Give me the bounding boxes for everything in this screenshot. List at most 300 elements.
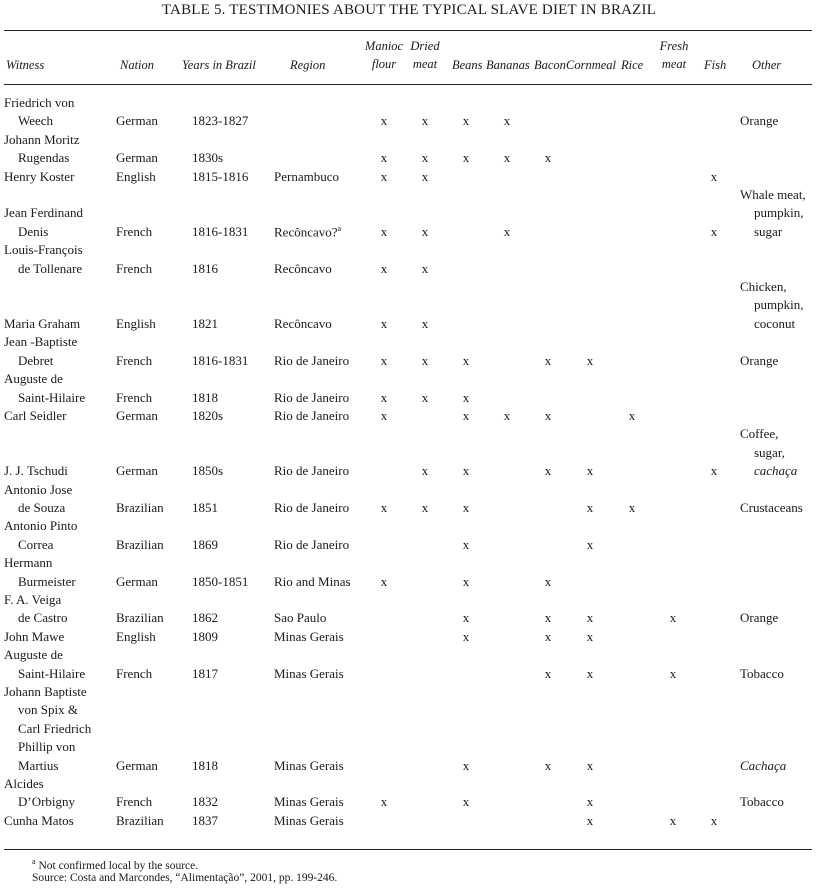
cell-region — [268, 94, 364, 131]
witness-name-line: de Souza — [18, 499, 66, 515]
cell-mark-b — [446, 168, 486, 186]
other-item-line: Chicken, — [740, 279, 787, 295]
table-row — [4, 241, 812, 278]
cell-mark-m: x — [380, 499, 388, 515]
cell-region — [268, 646, 364, 683]
cell-mark-m: x — [380, 794, 388, 810]
cell-mark-b: x — [462, 150, 470, 166]
cell-mark-ri: x — [628, 499, 636, 515]
cell-mark-d — [404, 646, 446, 683]
cell-nation: German — [116, 463, 158, 479]
cell-mark-ri — [612, 683, 652, 775]
other-item-line: sugar, — [754, 444, 785, 460]
cell-mark-fi — [694, 131, 734, 168]
witness-name-line: F. A. Veiga — [4, 591, 62, 607]
cell-nation: German — [116, 150, 158, 166]
cell-years: 1837 — [192, 812, 218, 828]
cell-other — [734, 407, 812, 425]
cell-mark-bc — [528, 278, 568, 333]
table-row — [4, 407, 812, 425]
cell-mark-bc: x — [544, 150, 552, 166]
cell-region — [268, 186, 364, 241]
cell-mark-f — [652, 370, 694, 407]
cell-witness — [4, 554, 116, 591]
header-years: Years in Brazil — [182, 58, 256, 72]
cell-years: 1818 — [192, 389, 218, 405]
cell-mark-ri — [612, 812, 652, 830]
cell-mark-f — [652, 186, 694, 241]
cell-mark-f — [652, 517, 694, 554]
cell-years: 1820s — [192, 407, 224, 423]
cell-mark-bc — [528, 370, 568, 407]
cell-mark-m: x — [380, 260, 388, 276]
cell-witness — [4, 241, 116, 278]
witness-name-line: Jean Ferdinand — [4, 205, 84, 221]
table-row — [4, 186, 812, 241]
cell-nation: French — [116, 223, 153, 239]
cell-region — [268, 131, 364, 168]
other-item-line: Cachaça — [740, 757, 787, 773]
other-item-line: coconut — [754, 315, 796, 331]
cell-region — [268, 241, 364, 278]
cell-witness — [4, 94, 116, 131]
cell-mark-bc: x — [544, 610, 552, 626]
cell-mark-f: x — [669, 665, 677, 681]
cell-mark-ba — [486, 517, 528, 554]
cell-mark-bc — [528, 775, 568, 812]
region-text: Rio de Janeiro — [274, 463, 350, 479]
table-row — [4, 628, 812, 646]
cell-mark-bc: x — [544, 352, 552, 368]
cell-other — [734, 646, 812, 683]
cell-years: 1850-1851 — [192, 573, 249, 589]
cell-mark-b: x — [462, 407, 470, 423]
header-nation: Nation — [120, 58, 155, 72]
cell-mark-fi — [694, 628, 734, 646]
cell-mark-b: x — [462, 536, 470, 552]
cell-mark-c — [568, 168, 612, 186]
cell-mark-ba — [486, 333, 528, 370]
cell-mark-m — [364, 517, 404, 554]
witness-name-line: Phillip von — [18, 739, 76, 755]
witness-name-line: Auguste de — [4, 371, 63, 387]
cell-mark-m: x — [380, 168, 388, 184]
cell-nation: French — [116, 794, 153, 810]
cell-mark-ri — [612, 628, 652, 646]
other-item-line: Tobacco — [740, 665, 784, 681]
footnote-text: Not confirmed local by the source. — [35, 859, 199, 872]
cell-mark-ba — [486, 775, 528, 812]
other-item-line: Orange — [740, 352, 779, 368]
cell-mark-m: x — [380, 389, 388, 405]
cell-mark-fi — [694, 370, 734, 407]
witness-name-line: Friedrich von — [4, 95, 75, 110]
cell-other — [734, 186, 812, 241]
table-row — [4, 481, 812, 518]
header-manioc — [364, 39, 404, 83]
cell-mark-f — [652, 425, 694, 480]
cell-years: 1809 — [192, 628, 218, 644]
cell-mark-fi — [694, 517, 734, 554]
cell-other — [734, 333, 812, 370]
cell-mark-c: x — [586, 463, 594, 479]
cell-mark-d: x — [421, 113, 429, 129]
cell-mark-b: x — [462, 794, 470, 810]
cell-other — [734, 517, 812, 554]
cell-mark-f — [652, 554, 694, 591]
cell-witness — [4, 407, 116, 425]
witness-name-line: de Castro — [18, 610, 68, 626]
cell-mark-ba — [486, 554, 528, 591]
cell-region — [268, 517, 364, 554]
cell-nation: Brazilian — [116, 610, 164, 626]
cell-mark-m — [364, 628, 404, 646]
cell-witness — [4, 425, 116, 480]
other-item-line: pumpkin, — [754, 297, 804, 313]
top-rule — [4, 30, 812, 31]
witness-name-line: Louis-François — [4, 242, 83, 258]
table-row — [4, 517, 812, 554]
cell-other — [734, 812, 812, 830]
cell-years: 1850s — [192, 463, 224, 479]
table-row — [4, 812, 812, 830]
header-manioc-line2: flour — [371, 57, 397, 71]
cell-mark-d — [404, 554, 446, 591]
cell-mark-f — [652, 683, 694, 775]
cell-nation: English — [116, 628, 156, 644]
table-title: TABLE 5. TESTIMONIES ABOUT THE TYPICAL SLAVE DIET IN BRAZIL — [161, 2, 657, 18]
cell-mark-f — [652, 168, 694, 186]
table-row — [4, 775, 812, 812]
cell-mark-ba — [486, 628, 528, 646]
footnote-mark: a — [32, 857, 36, 866]
header-fish: Fish — [704, 58, 727, 72]
header-bananas: Bananas — [486, 58, 530, 72]
cell-mark-ri — [612, 186, 652, 241]
cell-other — [734, 94, 812, 131]
cell-mark-d — [404, 407, 446, 425]
cell-witness — [4, 186, 116, 241]
cell-witness — [4, 168, 116, 186]
cell-nation: German — [116, 757, 158, 773]
cell-mark-ba — [486, 241, 528, 278]
cell-region — [268, 812, 364, 830]
cell-mark-ri — [612, 554, 652, 591]
cell-mark-ri — [612, 370, 652, 407]
cell-mark-ba — [486, 481, 528, 518]
witness-name-line: Antonio Jose — [4, 481, 73, 497]
region-text: Rio de Janeiro — [274, 352, 350, 368]
cell-mark-c: x — [586, 499, 594, 515]
cell-mark-bc — [528, 241, 568, 278]
cell-years: 1816-1831 — [192, 223, 249, 239]
cell-witness — [4, 812, 116, 830]
witness-name-line: Maria Graham — [4, 315, 81, 331]
cell-mark-bc: x — [544, 757, 552, 773]
cell-mark-ba — [486, 278, 528, 333]
cell-mark-bc: x — [544, 573, 552, 589]
cell-mark-d — [404, 683, 446, 775]
witness-name-line: Debret — [18, 352, 54, 368]
cell-mark-fi — [694, 591, 734, 628]
other-item-line: Whale meat, — [740, 187, 806, 203]
cell-mark-fi: x — [710, 812, 718, 828]
cell-mark-b — [446, 241, 486, 278]
cell-other — [734, 683, 812, 775]
cell-other — [734, 168, 812, 186]
header-dried-line1: Dried — [410, 39, 440, 53]
region-text: Rio de Janeiro — [274, 536, 350, 552]
witness-name-line: D’Orbigny — [18, 794, 76, 810]
region-text: Rio de Janeiro — [274, 389, 350, 405]
cell-region — [268, 333, 364, 370]
cell-region — [268, 554, 364, 591]
cell-mark-ba: x — [503, 113, 511, 129]
cell-mark-bc — [528, 481, 568, 518]
witness-name-line: Rugendas — [18, 150, 70, 166]
witness-name-line: Antonio Pinto — [4, 518, 78, 534]
cell-mark-b — [446, 278, 486, 333]
cell-other — [734, 775, 812, 812]
cell-mark-fi — [694, 94, 734, 131]
cell-other — [734, 131, 812, 168]
cell-mark-fi — [694, 775, 734, 812]
header-rice: Rice — [621, 58, 644, 72]
witness-name-line: Johann Baptiste — [4, 684, 87, 699]
region-text: Minas Gerais — [274, 628, 344, 644]
cell-years: 1862 — [192, 610, 218, 626]
cell-mark-d: x — [421, 352, 429, 368]
cell-mark-b: x — [462, 463, 470, 479]
cell-mark-ba: x — [503, 150, 511, 166]
cell-mark-ri — [612, 517, 652, 554]
cell-nation: Brazilian — [116, 499, 164, 515]
cell-mark-d — [404, 591, 446, 628]
cell-mark-f — [652, 481, 694, 518]
region-text: Minas Gerais — [274, 794, 344, 810]
cell-mark-c — [568, 94, 612, 131]
cell-years: 1816-1831 — [192, 352, 249, 368]
cell-mark-b: x — [462, 573, 470, 589]
witness-name-line: Carl Seidler — [4, 407, 67, 423]
cell-mark-fi — [694, 646, 734, 683]
cell-mark-ri — [612, 168, 652, 186]
cell-mark-f — [652, 131, 694, 168]
cell-witness — [4, 131, 116, 168]
cell-mark-m: x — [380, 352, 388, 368]
cell-nation: French — [116, 260, 153, 276]
cell-witness — [4, 646, 116, 683]
region-text: Recôncavo — [274, 315, 332, 331]
witness-name-line: Hermann — [4, 555, 53, 571]
witness-name-line: Correa — [18, 536, 54, 552]
cell-mark-c — [568, 407, 612, 425]
cell-mark-fi — [694, 554, 734, 591]
cell-mark-c: x — [586, 536, 594, 552]
cell-mark-ba: x — [503, 223, 511, 239]
table-row — [4, 646, 812, 683]
table-row — [4, 370, 812, 407]
cell-mark-f — [652, 407, 694, 425]
cell-region — [268, 591, 364, 628]
region-text: Sao Paulo — [274, 610, 327, 626]
cell-mark-bc: x — [544, 407, 552, 423]
table-row — [4, 168, 812, 186]
cell-mark-fi — [694, 683, 734, 775]
cell-region — [268, 481, 364, 518]
cell-mark-ri — [612, 333, 652, 370]
witness-name-line: von Spix & — [18, 702, 78, 718]
cell-mark-ri: x — [628, 407, 636, 423]
cell-mark-bc — [528, 94, 568, 131]
cell-mark-fi — [694, 333, 734, 370]
cell-region — [268, 775, 364, 812]
cell-mark-b: x — [462, 113, 470, 129]
cell-mark-bc — [528, 186, 568, 241]
cell-mark-ri — [612, 775, 652, 812]
cell-region — [268, 370, 364, 407]
witness-name-line: Saint-Hilaire — [18, 389, 86, 405]
witness-name-line: de Tollenare — [18, 260, 83, 276]
cell-mark-d: x — [421, 463, 429, 479]
witness-name-line: John Mawe — [4, 628, 65, 644]
region-text: Minas Gerais — [274, 665, 344, 681]
cell-other — [734, 591, 812, 628]
other-item-line: Tobacco — [740, 794, 784, 810]
cell-mark-m: x — [380, 150, 388, 166]
witness-name-line: Saint-Hilaire — [18, 665, 86, 681]
cell-mark-ri — [612, 646, 652, 683]
cell-mark-bc — [528, 517, 568, 554]
source-note: Source: Costa and Marcondes, “Alimentação”, 2001, pp. 199-246. — [32, 872, 338, 884]
cell-witness — [4, 370, 116, 407]
cell-years: 1869 — [192, 536, 218, 552]
cell-mark-d — [404, 812, 446, 830]
cell-mark-c: x — [586, 757, 594, 773]
cell-mark-fi: x — [710, 168, 718, 184]
cell-witness — [4, 591, 116, 628]
cell-mark-m — [364, 646, 404, 683]
cell-mark-b — [446, 812, 486, 830]
cell-other — [734, 554, 812, 591]
cell-mark-ri — [612, 591, 652, 628]
witness-name-line: Henry Koster — [4, 168, 75, 184]
region-text: Recôncavo — [274, 260, 332, 276]
cell-mark-bc — [528, 812, 568, 830]
diet-table — [4, 94, 812, 830]
cell-nation: English — [116, 168, 156, 184]
cell-mark-d — [404, 517, 446, 554]
cell-other — [734, 241, 812, 278]
witness-name-line: Auguste de — [4, 647, 63, 663]
region-text: Minas Gerais — [274, 757, 344, 773]
cell-nation: English — [116, 315, 156, 331]
cell-mark-b: x — [462, 610, 470, 626]
cell-mark-c — [568, 241, 612, 278]
witness-name-line: Burmeister — [18, 573, 76, 589]
cell-mark-c: x — [586, 610, 594, 626]
cell-mark-b: x — [462, 499, 470, 515]
cell-mark-c — [568, 554, 612, 591]
cell-mark-m — [364, 591, 404, 628]
region-text: Rio and Minas — [274, 573, 351, 589]
table-row — [4, 131, 812, 168]
cell-mark-c: x — [586, 352, 594, 368]
cell-years: 1823-1827 — [192, 113, 249, 129]
region-text: Pernambuco — [274, 168, 339, 184]
cell-mark-ri — [612, 131, 652, 168]
cell-mark-c: x — [586, 812, 594, 828]
cell-mark-ba — [486, 591, 528, 628]
witness-name-line: Alcides — [4, 776, 44, 792]
cell-region — [268, 425, 364, 480]
cell-mark-b: x — [462, 757, 470, 773]
cell-mark-d — [404, 775, 446, 812]
cell-mark-m: x — [380, 223, 388, 239]
cell-mark-fi — [694, 481, 734, 518]
cell-mark-ba — [486, 168, 528, 186]
table-row — [4, 425, 812, 480]
header-beans: Beans — [452, 58, 483, 72]
cell-mark-c: x — [586, 628, 594, 644]
cell-other — [734, 370, 812, 407]
table-body — [4, 94, 812, 830]
cell-mark-f — [652, 333, 694, 370]
cell-other — [734, 278, 812, 333]
cell-mark-m — [364, 812, 404, 830]
cell-years: 1832 — [192, 794, 218, 810]
bottom-rule — [4, 849, 812, 850]
cell-mark-ba — [486, 370, 528, 407]
cell-mark-f — [652, 628, 694, 646]
cell-mark-fi — [694, 278, 734, 333]
cell-nation: German — [116, 113, 158, 129]
cell-years: 1816 — [192, 260, 218, 276]
region-text: Rio de Janeiro — [274, 407, 350, 423]
table-row — [4, 94, 812, 131]
cell-region — [268, 683, 364, 775]
cell-mark-ri — [612, 94, 652, 131]
region-text: Rio de Janeiro — [274, 499, 350, 515]
cell-mark-d: x — [421, 389, 429, 405]
header-witness: Witness — [6, 58, 45, 72]
cell-mark-bc: x — [544, 463, 552, 479]
cell-mark-fi — [694, 241, 734, 278]
cell-region — [268, 278, 364, 333]
cell-years: 1851 — [192, 499, 218, 515]
cell-mark-f — [652, 775, 694, 812]
cell-mark-fi — [694, 407, 734, 425]
cell-mark-b: x — [462, 628, 470, 644]
cell-mark-fi: x — [710, 463, 718, 479]
witness-name-line: Carl Friedrich — [18, 720, 92, 736]
region-text: Minas Gerais — [274, 812, 344, 828]
cell-mark-ri — [612, 278, 652, 333]
witness-name-line: Johann Moritz — [4, 131, 80, 147]
cell-mark-ba — [486, 812, 528, 830]
header-fresh-line2: meat — [661, 57, 687, 71]
cell-nation: French — [116, 389, 153, 405]
cell-mark-b — [446, 646, 486, 683]
cell-mark-f — [652, 241, 694, 278]
region-text: Recôncavo? — [274, 223, 338, 239]
cell-mark-b: x — [462, 389, 470, 405]
cell-mark-d: x — [421, 315, 429, 331]
cell-years: 1830s — [192, 150, 224, 166]
other-item-line: cachaça — [754, 463, 798, 479]
cell-mark-m — [364, 425, 404, 480]
witness-name-line: Jean -Baptiste — [4, 334, 78, 350]
